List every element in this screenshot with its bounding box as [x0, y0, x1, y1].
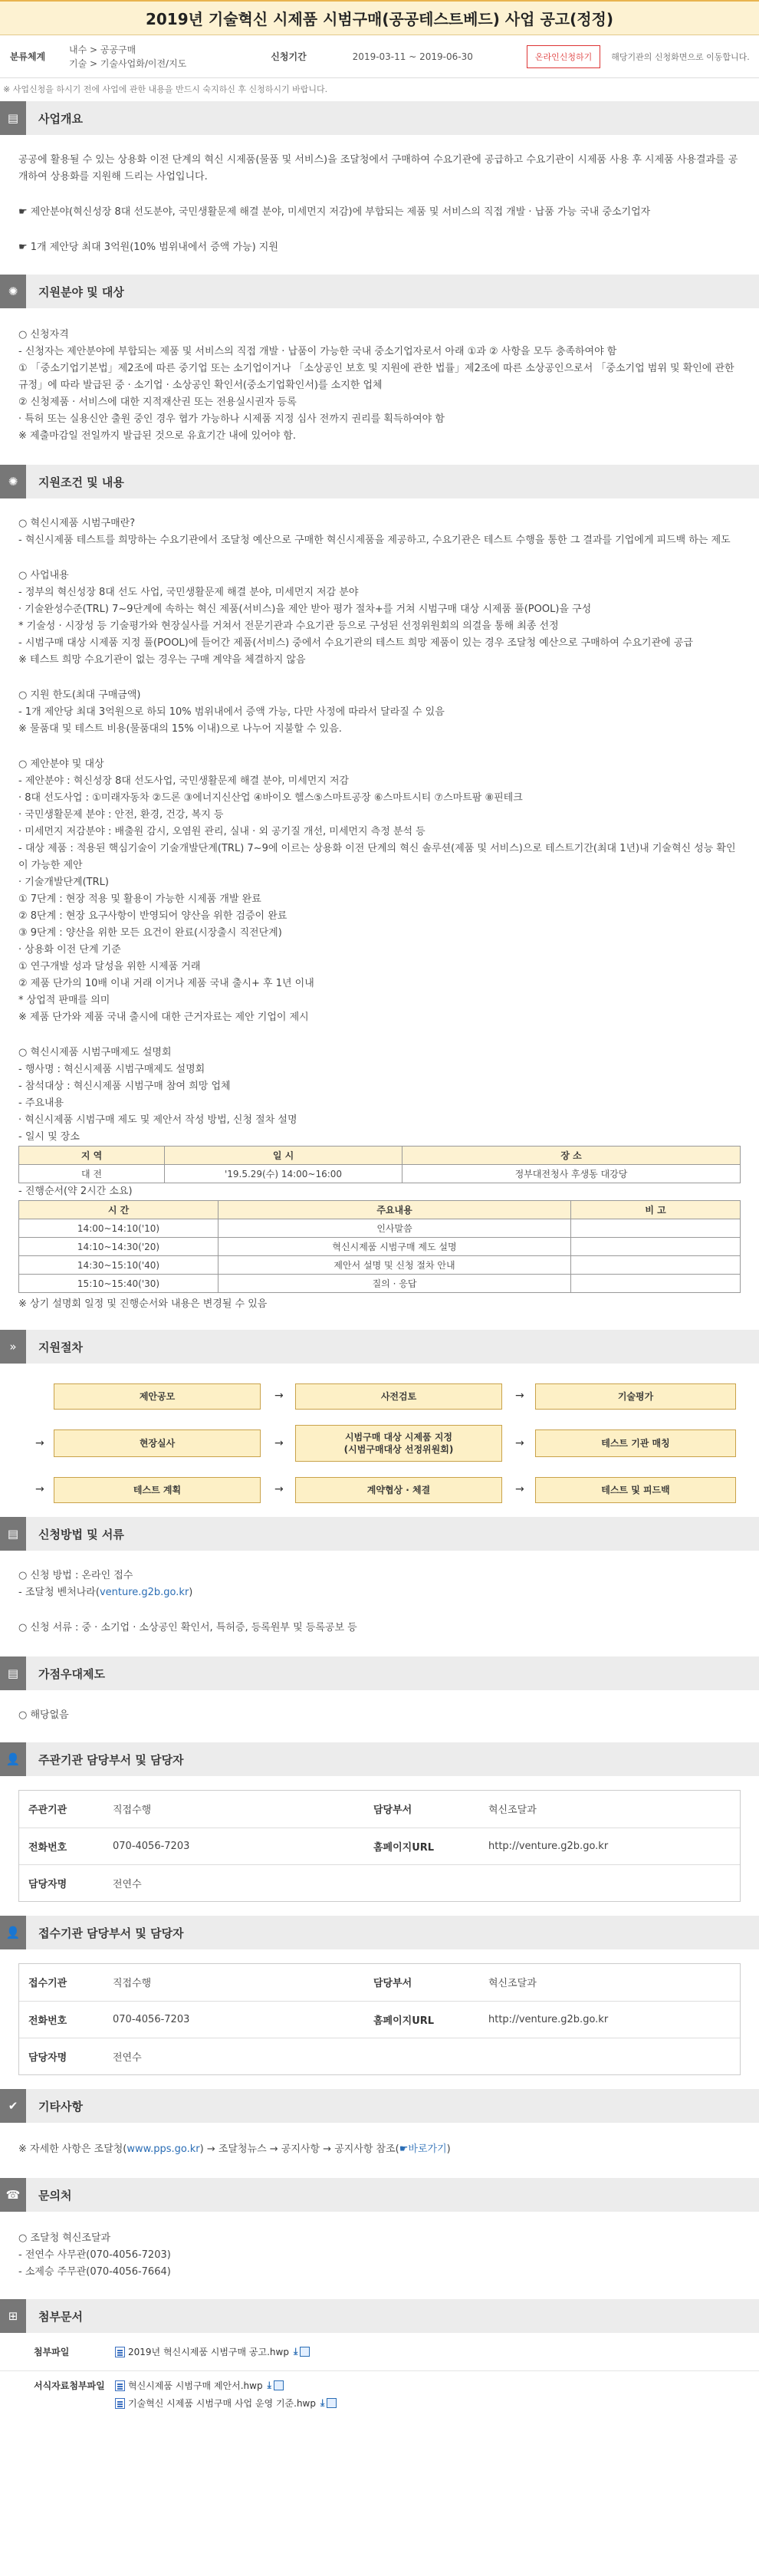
table-value: 직접수행: [104, 1964, 364, 2001]
arrow-right-icon: →: [515, 1390, 524, 1402]
attachment-label: 서식자료첨부파일: [34, 2380, 105, 2391]
list-item: ○ 조달청 혁신조달과: [18, 2232, 111, 2244]
section-target-body: [0, 308, 759, 465]
section-title: 지원조건 및 내용: [38, 475, 124, 489]
file-name[interactable]: 2019년 혁신시제품 시범구매 공고.hwp: [128, 2347, 289, 2357]
overview-text-1: 공공에 활용될 수 있는 상용화 이전 단계의 혁신 시제품(물품 및 서비스)을 조달청에서 구매하여 수요기관에 공급하고 수요기관이 시제품 사용 후 시제품 사용결과를 공개하여 상용화를 지원해 드리는 사업입니다.: [18, 154, 738, 183]
arrow-right-icon: →: [274, 1390, 284, 1402]
document-icon: ▤: [0, 1656, 26, 1690]
section-inquiry-header: [0, 2178, 759, 2212]
table-header: 비 고: [571, 1201, 741, 1219]
table-row: [19, 2038, 740, 2074]
table-cell: 15:10~15:40('30): [19, 1275, 219, 1293]
list-item: ① 7단계 : 현장 적용 및 활용이 가능한 시제품 개발 완료: [18, 893, 261, 905]
file-name[interactable]: 기술혁신 시제품 시범구매 사업 운영 기준.hwp: [128, 2398, 316, 2409]
pps-link[interactable]: www.pps.go.kr: [127, 2143, 200, 2155]
list-item: - 대상 제품 : 적용된 핵심기술이 기술개발단계(TRL) 7~9에 이르는 상용화 이전 단계의 혁신 솔루션(제품 및 서비스)으로 테스트기간(최대 1년)내 기술혁신 성능 확인이 가능한 제안: [18, 843, 736, 871]
attachment-label: 첨부파일: [34, 2347, 70, 2357]
person-icon: 👤: [0, 1916, 26, 1949]
text: ) → 조달청뉴스 → 공지사항 → 공지사항 참조(: [199, 2143, 399, 2155]
arrow-right-icon: →: [35, 1483, 44, 1495]
list-item: ○ 사업내용: [18, 570, 69, 581]
download-icon[interactable]: ⤓: [320, 2397, 325, 2408]
download-icon[interactable]: ⤓: [267, 2380, 271, 2390]
section-title: 접수기관 담당부서 및 담당자: [38, 1926, 184, 1940]
text: - 조달청 벤처나라(: [18, 1587, 100, 1598]
process-step: 기술평가: [535, 1383, 736, 1410]
list-item: [18, 2141, 741, 2158]
process-step: 현장실사: [54, 1429, 261, 1457]
table-cell: 정부대전청사 후생동 대강당: [402, 1165, 741, 1183]
list-item: ○ 신청 서류 : 중 · 소기업 · 소상공인 확인서, 특허증, 등록원부 및 등록공보 등: [18, 1622, 357, 1633]
process-step-box: [295, 1425, 502, 1462]
attachment-file[interactable]: [115, 2397, 337, 2410]
text: ): [446, 2143, 451, 2155]
list-item: - 정부의 혁신성장 8대 선도 사업, 국민생활문제 해결 분야, 미세먼지 저감 분야: [18, 587, 359, 598]
section-title: 지원절차: [38, 1340, 83, 1354]
hwp-file-icon: [115, 2347, 125, 2357]
schedule-table: [18, 1200, 741, 1293]
table-label: 접수기관: [19, 1964, 104, 2001]
file-name[interactable]: 혁신시제품 시범구매 제안서.hwp: [128, 2380, 263, 2391]
section-etc-body: [0, 2123, 759, 2178]
list-item: * 상업적 판매를 의미: [18, 995, 110, 1006]
homepage-url[interactable]: http://venture.g2b.go.kr: [479, 2001, 740, 2038]
list-item: ① 연구개발 성과 달성을 위한 시제품 거래: [18, 961, 201, 972]
table-row: [19, 2001, 740, 2038]
section-overview-header: [0, 101, 759, 135]
list-item: ○ 해당없음: [18, 1709, 69, 1721]
list-item: ○ 신청자격: [18, 329, 69, 341]
list-item: ○ 신청 방법 : 온라인 접수: [18, 1570, 133, 1581]
hwp-file-icon: [115, 2380, 125, 2391]
fast-forward-icon: »: [0, 1330, 26, 1364]
table-label: 담당부서: [364, 1964, 479, 2001]
arrow-right-icon: →: [515, 1437, 524, 1449]
section-title: 지원분야 및 대상: [38, 285, 124, 299]
venture-link[interactable]: venture.g2b.go.kr: [99, 1587, 189, 1598]
list-item: - 제안분야 : 혁신성장 8대 선도사업, 국민생활문제 해결 분야, 미세먼지 저감: [18, 775, 350, 787]
table-header: 장 소: [402, 1147, 741, 1165]
attachment-icon: ⊞: [0, 2299, 26, 2333]
list-item: ① 「중소기업기본법」제2조에 따른 중기업 또는 소기업이거나 「소상공인 보호 및 지원에 관한 법률」제2조에 따른 소상공인으로서 「중소기업 범위 및 확인에 관한 규정」에 따라 발급된 중 · 소기업 · 소상공인 확인서(중소기업확인서)를 소지한 업체: [18, 363, 734, 391]
list-item: ○ 혁신시제품 시범구매란?: [18, 518, 136, 529]
table-cell: [571, 1238, 741, 1256]
arrow-right-icon: →: [35, 1437, 44, 1449]
list-item: ※ 제품 단가와 제품 국내 출시에 대한 근거자료는 제안 기업이 제시: [18, 1012, 309, 1023]
spinner-icon: ✺: [0, 465, 26, 498]
attachment-file[interactable]: [115, 2379, 337, 2392]
process-step: 테스트 기관 매칭: [535, 1429, 736, 1457]
attachment-row: [0, 2371, 759, 2422]
attachment-row: [0, 2337, 759, 2371]
section-title: 문의처: [38, 2188, 72, 2203]
list-item: - 진행순서(약 2시간 소요): [18, 1186, 133, 1197]
section-process-header: [0, 1330, 759, 1364]
table-label: 전화번호: [19, 2001, 104, 2038]
table-cell: 14:00~14:10('10): [19, 1219, 219, 1238]
list-item: · 기술개발단계(TRL): [18, 877, 109, 888]
table-cell: 14:10~14:30('20): [19, 1238, 219, 1256]
table-row: [19, 1864, 740, 1901]
attachment-file[interactable]: [115, 2345, 310, 2358]
section-title: 주관기관 담당부서 및 담당자: [38, 1752, 184, 1767]
homepage-url[interactable]: http://venture.g2b.go.kr: [479, 1828, 740, 1864]
process-step-sub: (시범구매대상 선정위원회): [343, 1444, 454, 1455]
table-label: 전화번호: [19, 1828, 104, 1864]
table-cell: 14:30~15:10('40): [19, 1256, 219, 1275]
list-item: [18, 1584, 741, 1601]
section-method-body: [0, 1551, 759, 1656]
table-header: 주요내용: [219, 1201, 571, 1219]
list-item: ② 8단계 : 현장 요구사항이 반영되어 양산을 위한 검증이 완료: [18, 910, 288, 922]
section-conditions-body: [0, 498, 759, 1330]
list-item: · 혁신시제품 시범구매 제도 및 제안서 작성 방법, 신청 절차 설명: [18, 1114, 297, 1126]
table-header: 지 역: [19, 1147, 165, 1165]
list-item: ※ 물품대 및 테스트 비용(물품대의 15% 이내)으로 나누어 지불할 수 있음.: [18, 723, 342, 735]
list-item: - 전연수 사무관(070-4056-7203): [18, 2249, 171, 2261]
table-value: 전연수: [113, 1878, 142, 1890]
page-title: 2019년 기술혁신 시제품 시범구매(공공테스트베드) 사업 공고(정정): [145, 10, 614, 28]
table-label: 담당자명: [28, 1878, 67, 1890]
table-row: [19, 1791, 740, 1828]
table-row: [19, 1964, 740, 2001]
table-cell: 제안서 설명 및 신청 절차 안내: [219, 1256, 571, 1275]
list-item: ② 제품 단가의 10배 이내 거래 이거나 제품 국내 출시+ 후 1년 이내: [18, 978, 314, 989]
list-item: ② 신청제품 · 서비스에 대한 지적재산권 또는 전용실시권자 등록: [18, 396, 297, 408]
arrow-right-icon: →: [274, 1483, 284, 1495]
table-cell: '19.5.29(수) 14:00~16:00: [165, 1165, 402, 1183]
list-item: · 8대 선도사업 : ①미래자동차 ②드론 ③에너지신산업 ④바이오 헬스⑤스마트공장 ⑥스마트시티 ⑦스마트팜 ⑧핀테크: [18, 792, 523, 804]
table-row: [19, 1828, 740, 1864]
table-row: [19, 1238, 741, 1256]
process-step: 테스트 계획: [54, 1477, 261, 1503]
table-label: 주관기관: [19, 1791, 104, 1828]
table-value: 전연수: [113, 2051, 142, 2064]
arrow-right-icon: →: [274, 1437, 284, 1449]
process-step: 제안공모: [54, 1383, 261, 1410]
table-label: 홈페이지URL: [364, 2001, 479, 2038]
list-item: - 소제승 주무관(070-4056-7664): [18, 2266, 171, 2278]
attachment-files: [115, 2345, 310, 2363]
list-item: - 행사명 : 혁신시제품 시범구매제도 설명회: [18, 1064, 205, 1075]
section-conditions-header: [0, 465, 759, 498]
list-item: · 특허 또는 실용신안 출원 중인 경우 협가 가능하나 시제품 지정 심사 전까지 권리를 획득하여야 함: [18, 413, 445, 425]
category-path: [69, 43, 186, 71]
overview-text-2: ☛ 제안분야(혁신성장 8대 선도분야, 국민생활문제 해결 분야, 미세먼지 저감)에 부합되는 제품 및 서비스의 직접 개발 · 납품 가능 국내 중소기업자: [18, 206, 651, 218]
section-inquiry-body: [0, 2212, 759, 2299]
table-cell: 질의 · 응답: [219, 1275, 571, 1293]
session-table: [18, 1146, 741, 1183]
table-value: 직접수행: [104, 1791, 364, 1828]
period-value: 2019-03-11 ~ 2019-06-30: [352, 51, 473, 62]
table-header: 시 간: [19, 1201, 219, 1219]
category-path-2: 기술 > 기술사업화/이전/지도: [69, 58, 187, 69]
list-item: - 시범구매 대상 시제품 지정 풀(POOL)에 들어간 제품(서비스) 중에서 수요기관의 테스트 희망 제품이 있는 경우 조달청 예산으로 구매하여 수요기관에 공급: [18, 637, 693, 649]
table-label: 담당자명: [28, 2051, 67, 2064]
process-step: 사전검토: [295, 1383, 502, 1410]
text: ※ 자세한 사항은 조달청(: [18, 2143, 127, 2155]
attachment-list: [0, 2333, 759, 2422]
table-cell: 대 전: [19, 1165, 165, 1183]
phone-icon: ☎: [0, 2178, 26, 2212]
section-method-header: [0, 1517, 759, 1551]
preview-icon[interactable]: [327, 2398, 337, 2408]
reception-contact-table: [18, 1963, 741, 2075]
table-label: 홈페이지URL: [364, 1828, 479, 1864]
list-item: - 참석대상 : 혁신시제품 시범구매 참여 희망 업체: [18, 1081, 231, 1092]
table-value: 혁신조달과: [479, 1964, 740, 2001]
table-cell: [571, 1275, 741, 1293]
check-icon: ✔: [0, 2089, 26, 2123]
download-icon[interactable]: ⤓: [293, 2346, 298, 2357]
notice: ※ 사업신청을 하시기 전에 사업에 관한 내용을 반드시 숙지하신 후 신청하시기 바랍니다.: [3, 84, 328, 94]
table-cell: [571, 1219, 741, 1238]
list-item: · 국민생활문제 분야 : 안전, 환경, 건강, 복지 등: [18, 809, 224, 821]
section-overview-body: [0, 135, 759, 275]
list-item: · 상용화 이전 단계 기준: [18, 944, 121, 956]
table-value: 혁신조달과: [479, 1791, 740, 1828]
table-cell: 혁신시제품 시범구매 제도 설명: [219, 1238, 571, 1256]
table-value: 070-4056-7203: [104, 2001, 364, 2038]
info-bar: [0, 35, 759, 78]
section-extra-header: [0, 1656, 759, 1690]
hwp-file-icon: [115, 2398, 125, 2409]
table-row: [19, 1256, 741, 1275]
text: ): [189, 1587, 193, 1598]
list-item: * 기술성 · 시장성 등 기술평가와 현장실사를 거쳐서 전문기관과 수요기관 등으로 구성된 선정위원회의 의결을 통해 최종 선정: [18, 620, 559, 632]
table-cell: [571, 1256, 741, 1275]
process-step: 계약협상 · 체결: [295, 1477, 502, 1503]
document-icon: ▤: [0, 101, 26, 135]
page-title-bar: [0, 0, 759, 35]
list-item: - 일시 및 장소: [18, 1131, 80, 1143]
list-item: ○ 제안분야 및 대상: [18, 758, 104, 770]
list-item: ③ 9단계 : 양산을 위한 모든 요건이 완료(시장출시 직전단계): [18, 927, 282, 939]
table-cell: 인사말씀: [219, 1219, 571, 1238]
list-item: - 혁신시제품 테스트를 희망하는 수요기관에서 조달청 예산으로 구매한 혁신시제품을 제공하고, 수요기관은 테스트 수행을 통한 그 결과를 기업에게 피드백 하는 제도: [18, 535, 731, 546]
section-title: 가점우대제도: [38, 1666, 105, 1681]
process-step: 시범구매 대상 시제품 지정: [344, 1432, 453, 1443]
section-attach-header: [0, 2299, 759, 2333]
section-reception-header: [0, 1916, 759, 1949]
document-icon: ▤: [0, 1517, 26, 1551]
section-etc-header: [0, 2089, 759, 2123]
preview-icon[interactable]: [274, 2380, 284, 2390]
org-contact-table: [18, 1790, 741, 1902]
online-apply-button[interactable]: 온라인신청하기: [527, 45, 600, 68]
list-item: ○ 혁신시제품 시범구매제도 설명회: [18, 1047, 172, 1058]
process-flow: [0, 1364, 759, 1517]
list-item: - 주요내용: [18, 1097, 64, 1109]
section-title: 사업개요: [38, 111, 83, 126]
process-step: 테스트 및 피드백: [535, 1477, 736, 1503]
spinner-icon: ✺: [0, 275, 26, 308]
apply-note: 해당기관의 신청화면으로 이동합니다.: [611, 51, 750, 62]
overview-text-3: ☛ 1개 제안당 최대 3억원(10% 범위내에서 증액 가능) 지원: [18, 242, 278, 253]
list-item: ※ 상기 설명회 일정 및 진행순서와 내용은 변경될 수 있음: [18, 1298, 268, 1310]
section-extra-body: [0, 1690, 759, 1742]
table-row: [19, 1275, 741, 1293]
section-title: 기타사항: [38, 2099, 83, 2114]
list-item: - 신청자는 제안분야에 부합되는 제품 및 서비스의 직접 개발 · 납품이 가능한 국내 중소기업자로서 아래 ①과 ② 사항을 모두 충족하여야 함: [18, 346, 617, 357]
person-icon: 👤: [0, 1742, 26, 1776]
list-item: - 1개 제안당 최대 3억원으로 하되 10% 범위내에서 증액 가능, 다만 사정에 따라서 달라질 수 있음: [18, 706, 445, 718]
category-path-1: 내수 > 공공구매: [69, 44, 136, 55]
table-label: 담당부서: [364, 1791, 479, 1828]
section-org-header: [0, 1742, 759, 1776]
list-item: ※ 테스트 희망 수요기관이 없는 경우는 구매 계약을 체결하지 않음: [18, 654, 306, 666]
list-item: ○ 지원 한도(최대 구매금액): [18, 689, 141, 701]
period-label: 신청기간: [271, 51, 307, 62]
section-title: 신청방법 및 서류: [38, 1527, 124, 1541]
attachment-files: [115, 2379, 337, 2414]
list-item: · 미세먼지 저감분야 : 배출원 감시, 오염원 관리, 실내 · 외 공기질 개선, 미세먼지 측정 분석 등: [18, 826, 426, 837]
category-label: 분류체계: [9, 51, 46, 62]
arrow-right-icon: →: [515, 1483, 524, 1495]
table-row: [19, 1165, 741, 1183]
list-item: · 기술완성수준(TRL) 7~9단계에 속하는 혁신 제품(서비스)을 제안 받아 평가 절차+를 거쳐 시범구매 대상 시제품 풀(POOL)을 구성: [18, 604, 592, 615]
table-row: [19, 1219, 741, 1238]
shortcut-link[interactable]: ☛바로가기: [399, 2143, 447, 2155]
table-header: 일 시: [165, 1147, 402, 1165]
table-value: 070-4056-7203: [104, 1828, 364, 1864]
list-item: ※ 제출마감일 전일까지 발급된 것으로 유효기간 내에 있어야 함.: [18, 430, 297, 442]
preview-icon[interactable]: [300, 2347, 310, 2357]
section-target-header: [0, 275, 759, 308]
section-title: 첨부문서: [38, 2309, 83, 2324]
